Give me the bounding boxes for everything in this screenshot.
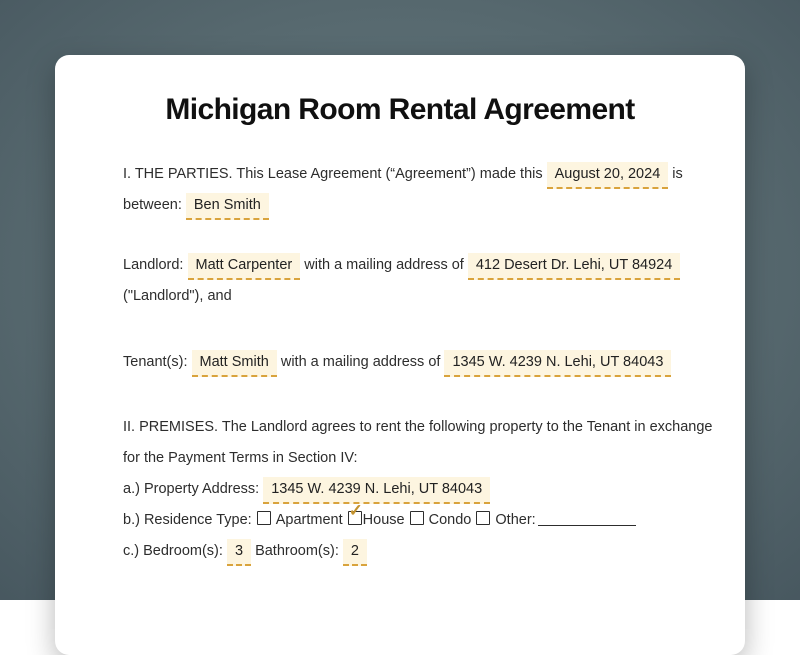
landlord-name-field[interactable]: Matt Carpenter <box>188 253 301 280</box>
tenant-mailing-text: with a mailing address of <box>280 354 441 370</box>
apartment-checkbox[interactable] <box>257 511 271 525</box>
document-card <box>55 55 745 655</box>
condo-option-label: Condo <box>428 512 472 528</box>
agreement-date-field[interactable]: August 20, 2024 <box>547 162 669 189</box>
tenant-address-field[interactable]: 1345 W. 4239 N. Lehi, UT 84043 <box>444 350 671 377</box>
section-landlord <box>123 250 715 312</box>
residence-type-label: b.) Residence Type: <box>123 512 252 528</box>
landlord-address-field[interactable]: 412 Desert Dr. Lehi, UT 84924 <box>468 253 680 280</box>
section-parties <box>123 159 715 221</box>
bedrooms-field[interactable]: 3 <box>227 539 251 566</box>
parties-text: I. THE PARTIES. This Lease Agreement (“Agreement”) made this <box>123 166 543 182</box>
condo-checkbox[interactable] <box>410 511 424 525</box>
parties-text-is: is <box>672 166 683 182</box>
premises-intro-line1: II. PREMISES. The Landlord agrees to rent the following property to the Tenant in exchange <box>123 419 713 435</box>
other-checkbox[interactable] <box>476 511 490 525</box>
between-name-field[interactable]: Ben Smith <box>186 193 269 220</box>
section-tenant <box>123 347 715 378</box>
between-label: between: <box>123 197 182 213</box>
premises-intro-line2: for the Payment Terms in Section IV: <box>123 450 358 466</box>
tenant-label: Tenant(s): <box>123 354 188 370</box>
landlord-mailing-text: with a mailing address of <box>304 257 464 273</box>
document-body <box>123 159 715 567</box>
tenant-name-field[interactable]: Matt Smith <box>192 350 277 377</box>
bathrooms-label: Bathroom(s): <box>255 543 339 559</box>
property-address-field[interactable]: 1345 W. 4239 N. Lehi, UT 84043 <box>263 477 490 504</box>
rooms-label: c.) Bedroom(s): <box>123 543 223 559</box>
section-premises <box>123 412 715 567</box>
other-blank-line[interactable] <box>538 513 636 526</box>
house-option-label: House <box>362 512 405 528</box>
other-option-label: Other: <box>495 512 536 528</box>
property-address-label: a.) Property Address: <box>123 481 260 497</box>
checkmark-icon: ✓ <box>348 501 363 520</box>
bathrooms-field[interactable]: 2 <box>343 539 367 566</box>
landlord-label: Landlord: <box>123 257 184 273</box>
apartment-option-label: Apartment <box>275 512 343 528</box>
document-title: Michigan Room Rental Agreement <box>165 93 635 126</box>
landlord-suffix: ("Landlord"), and <box>123 288 232 304</box>
house-checkbox[interactable] <box>348 501 363 525</box>
